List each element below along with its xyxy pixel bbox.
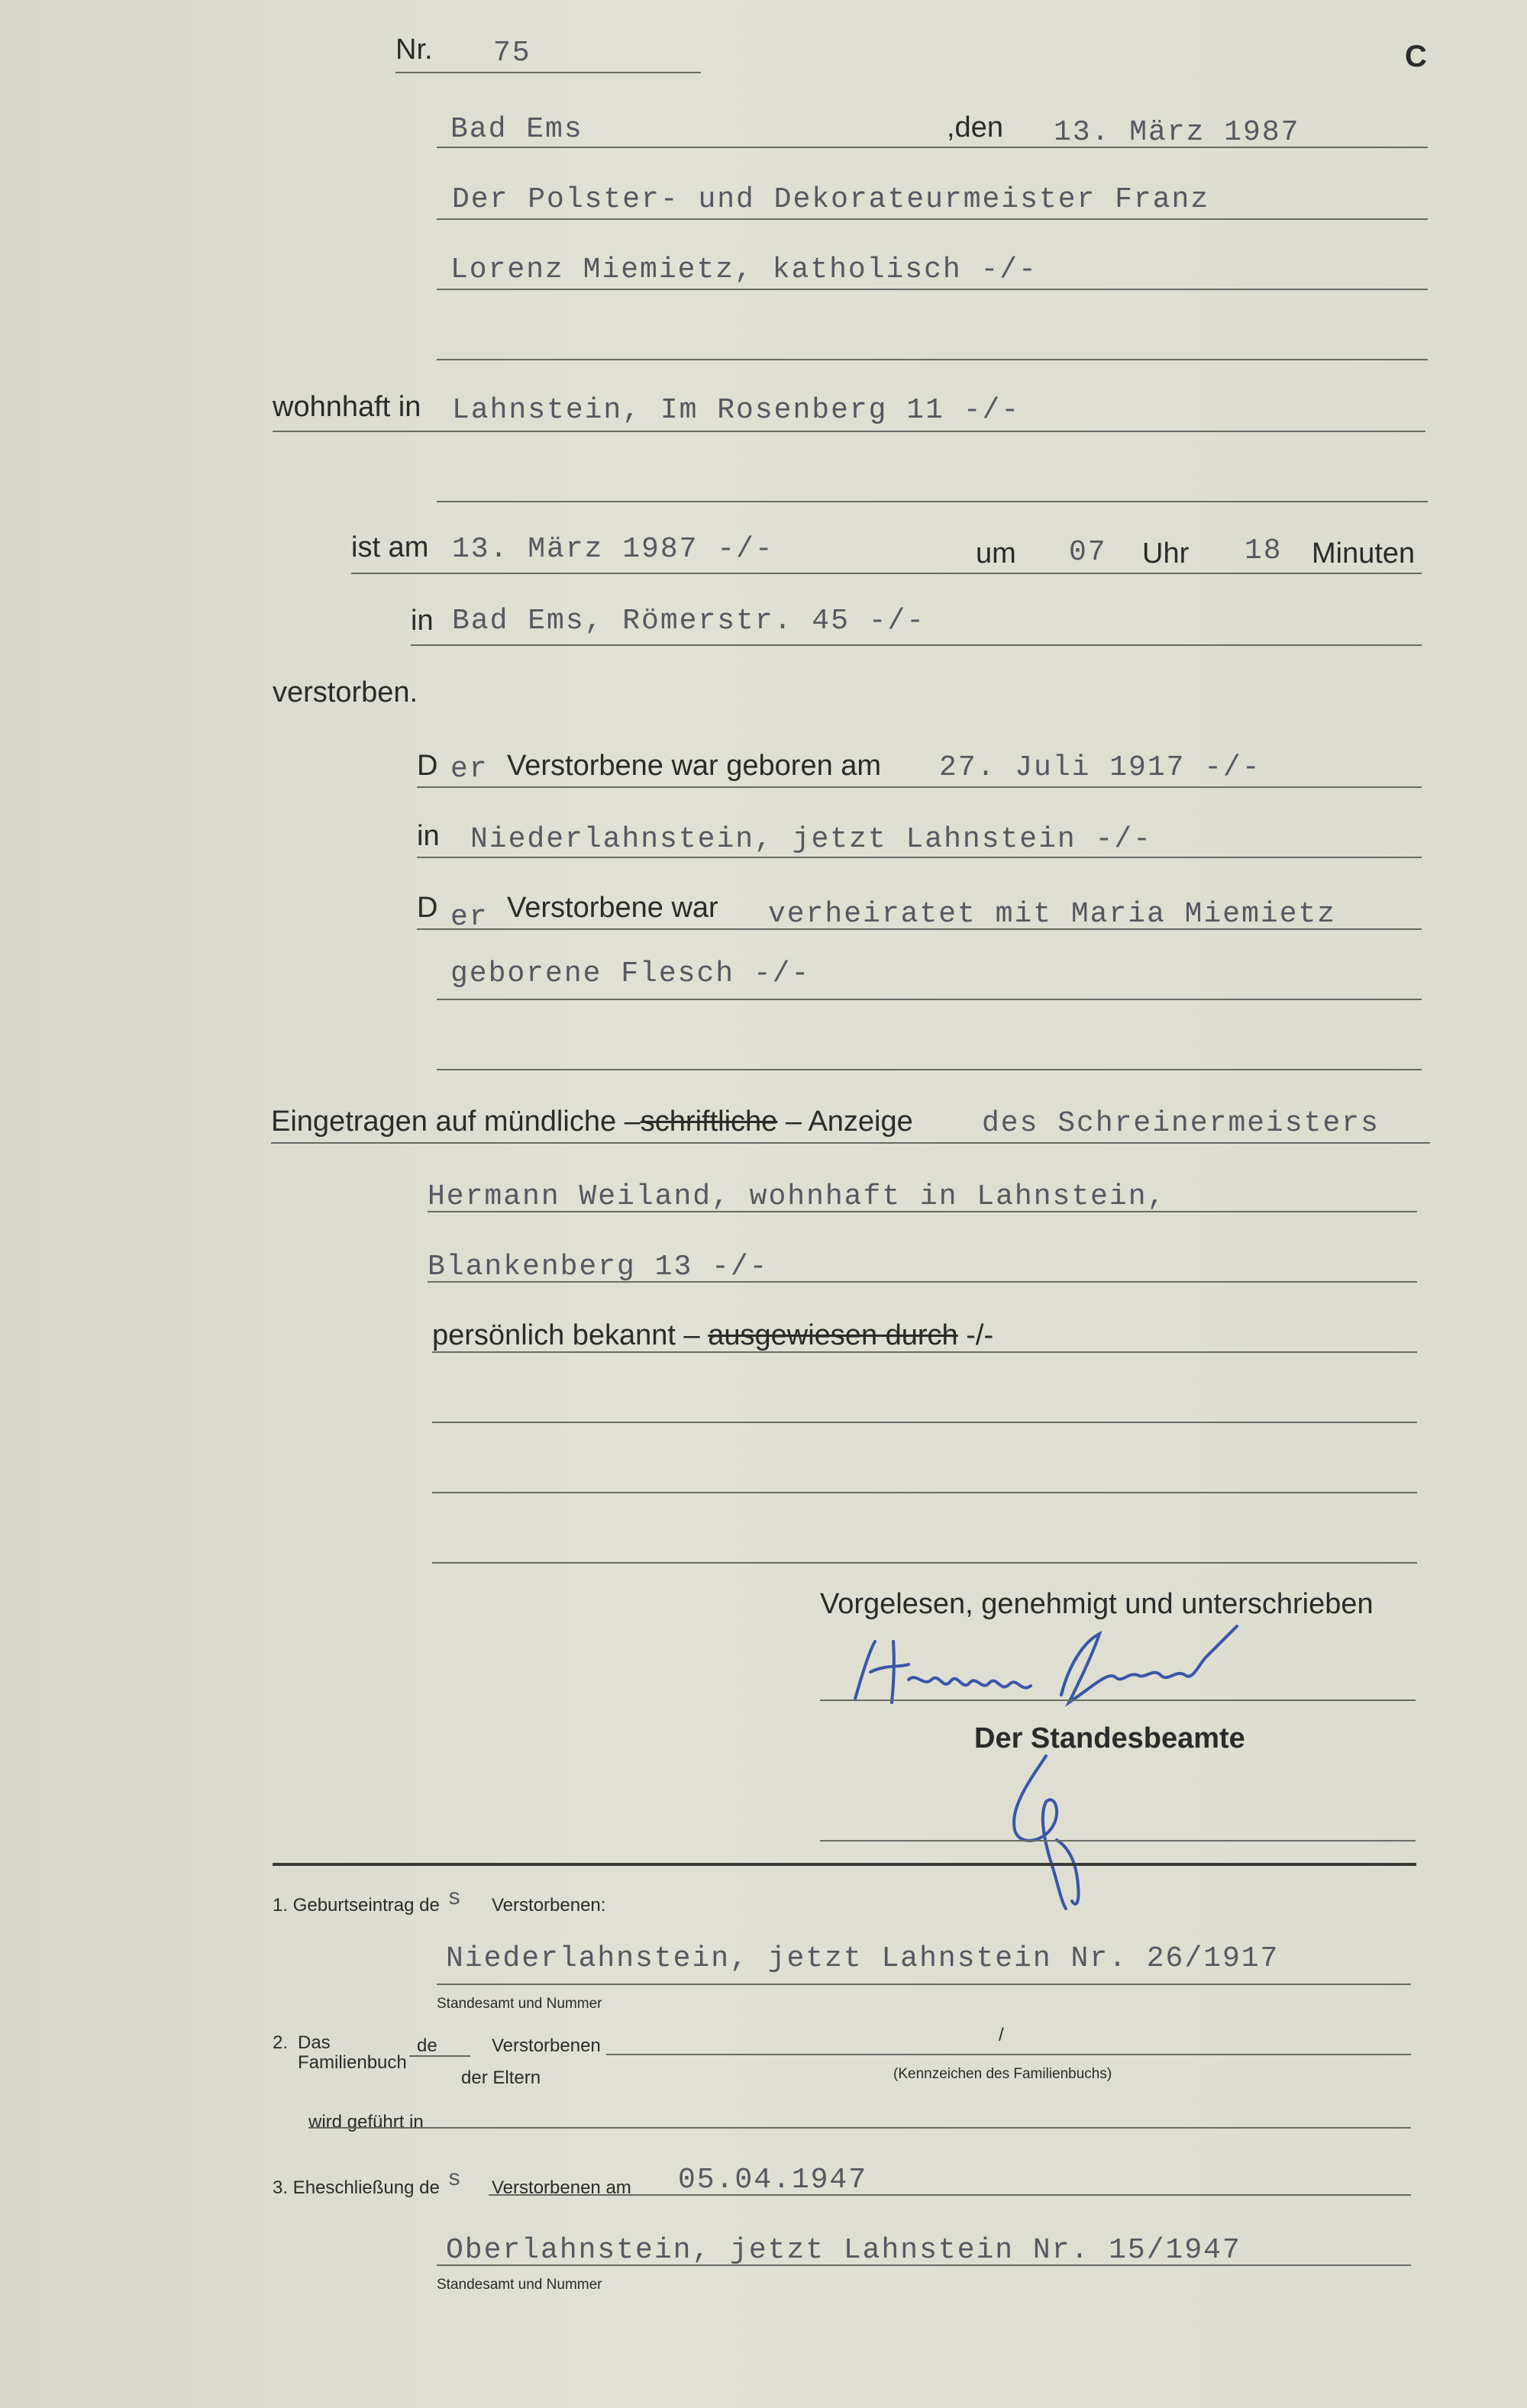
- person-line-3: [437, 359, 1428, 360]
- item2-gefuehrt-line: [308, 2127, 1411, 2129]
- registrar-label: Der Standesbeamte: [974, 1722, 1245, 1754]
- marital-line-3: [437, 1069, 1422, 1070]
- place-of-record: Bad Ems: [450, 113, 583, 146]
- identity-underline: [432, 1351, 1417, 1353]
- marital-er-typed: er: [450, 901, 489, 934]
- item1-line: [437, 1984, 1411, 1985]
- deceased-line-2: Lorenz Miemietz, katholisch -/-: [450, 253, 1038, 286]
- signature-line: [820, 1699, 1416, 1701]
- read-approved-text: Vorgelesen, genehmigt und unterschrieben: [820, 1588, 1374, 1620]
- residence-label: wohnhaft in: [273, 391, 421, 423]
- item3-label: 3. Eheschließung de: [273, 2177, 440, 2198]
- item2-num: 2.: [273, 2032, 289, 2053]
- residence-value: Lahnstein, Im Rosenberg 11 -/-: [452, 394, 1021, 427]
- birth-place: Niederlahnstein, jetzt Lahnstein -/-: [470, 823, 1152, 856]
- uhr-label: Uhr: [1142, 537, 1190, 570]
- marital-status: verheiratet mit Maria Miemietz: [768, 898, 1337, 931]
- birth-label: Verstorbene war geboren am: [507, 750, 882, 782]
- den-label: ,den: [947, 111, 1003, 144]
- informant-title: des Schreinermeisters: [982, 1107, 1380, 1140]
- report-suffix-text: – Anzeige: [785, 1106, 913, 1138]
- nr-label: Nr.: [395, 34, 433, 66]
- blank-line-1: [432, 1422, 1417, 1423]
- nr-underline: [395, 72, 701, 73]
- person-line-2: [437, 289, 1428, 290]
- marital-line-1: [417, 928, 1422, 930]
- birth-place-line: [417, 857, 1422, 858]
- birth-d-label: D: [417, 750, 438, 782]
- marriage-date: 05.04.1947: [678, 2164, 868, 2197]
- report-line-1: [271, 1142, 1430, 1144]
- marital-line-2: [437, 999, 1422, 1000]
- blank-line-2: [432, 1492, 1417, 1493]
- item3-standesamt: Standesamt und Nummer: [437, 2277, 602, 2293]
- item1-standesamt: Standesamt und Nummer: [437, 1996, 602, 2012]
- report-line-3: [428, 1281, 1417, 1283]
- item3-line: [489, 2194, 1411, 2196]
- item2-slash: /: [999, 2025, 1004, 2045]
- death-place: Bad Ems, Römerstr. 45 -/-: [452, 605, 926, 638]
- corner-letter: C: [1405, 40, 1427, 73]
- death-minutes: 18: [1245, 534, 1283, 567]
- item1-s: s: [447, 1886, 463, 1912]
- registrar-signature: [993, 1748, 1115, 1916]
- verstorben-label: verstorben.: [273, 676, 418, 709]
- blank-line-3: [432, 1562, 1417, 1564]
- known-prefix: persönlich bekannt –: [432, 1319, 709, 1351]
- place-date-line: [437, 147, 1428, 148]
- report-struck-text: schriftliche: [640, 1106, 778, 1138]
- item2-gefuehrt: wird geführt in: [308, 2112, 424, 2132]
- um-label: um: [976, 537, 1016, 570]
- item2-das: Das: [298, 2032, 331, 2053]
- item2-eltern: der Eltern: [461, 2067, 541, 2088]
- birth-register-entry: Niederlahnstein, jetzt Lahnstein Nr. 26/1917: [446, 1942, 1280, 1975]
- record-date: 13. März 1987: [1054, 116, 1300, 149]
- deceased-line-1: Der Polster- und Dekorateurmeister Franz: [452, 183, 1210, 216]
- item2-short-line: [409, 2055, 470, 2057]
- item3-verst: Verstorbenen am: [492, 2177, 631, 2198]
- report-line-2: [428, 1211, 1417, 1212]
- item1-verst: Verstorbenen:: [492, 1895, 606, 1916]
- marriage-register-entry: Oberlahnstein, jetzt Lahnstein Nr. 15/1947: [446, 2234, 1241, 2267]
- item2-verst: Verstorbenen: [492, 2035, 601, 2056]
- death-place-line: [411, 644, 1422, 646]
- item2-kennzeichen: (Kennzeichen des Familienbuchs): [893, 2066, 1112, 2082]
- identity-line: [432, 1319, 993, 1352]
- death-time-line: [351, 573, 1422, 574]
- registrar-line: [820, 1840, 1416, 1842]
- item2-de: de: [417, 2035, 437, 2056]
- report-prefix-text: Eingetragen auf mündliche –: [271, 1106, 641, 1138]
- report-prefix: [271, 1106, 913, 1138]
- birth-in-label: in: [417, 820, 440, 852]
- item3-s: s: [447, 2167, 463, 2193]
- birth-er-typed: er: [450, 753, 489, 786]
- item3-value-line: [437, 2264, 1411, 2266]
- informant-line-2: Hermann Weiland, wohnhaft in Lahnstein,: [428, 1180, 1167, 1213]
- death-in-label: in: [411, 605, 434, 637]
- item1-label: 1. Geburtseintrag de: [273, 1895, 440, 1916]
- death-date: 13. März 1987 -/-: [452, 533, 774, 566]
- section-divider: [273, 1863, 1416, 1866]
- spouse-maiden-name: geborene Flesch -/-: [450, 957, 811, 990]
- known-struck: ausgewiesen durch: [708, 1319, 958, 1351]
- marital-d-label: D: [417, 892, 438, 924]
- person-line-1: [437, 218, 1428, 220]
- birth-date-line: [417, 786, 1422, 788]
- minuten-label: Minuten: [1312, 537, 1416, 570]
- residence-line-2: [437, 501, 1428, 502]
- ist-am-label: ist am: [351, 531, 429, 563]
- residence-line: [273, 431, 1425, 432]
- record-number: 75: [493, 37, 531, 69]
- item2-familienbuch: Familienbuch: [298, 2052, 407, 2073]
- informant-line-3: Blankenberg 13 -/-: [428, 1251, 769, 1283]
- known-suffix: -/-: [957, 1319, 994, 1351]
- death-hour: 07: [1069, 536, 1107, 569]
- item2-line: [606, 2054, 1411, 2055]
- marital-label: Verstorbene war: [507, 892, 718, 924]
- birth-date: 27. Juli 1917 -/-: [939, 751, 1261, 784]
- informant-signature: [840, 1619, 1267, 1718]
